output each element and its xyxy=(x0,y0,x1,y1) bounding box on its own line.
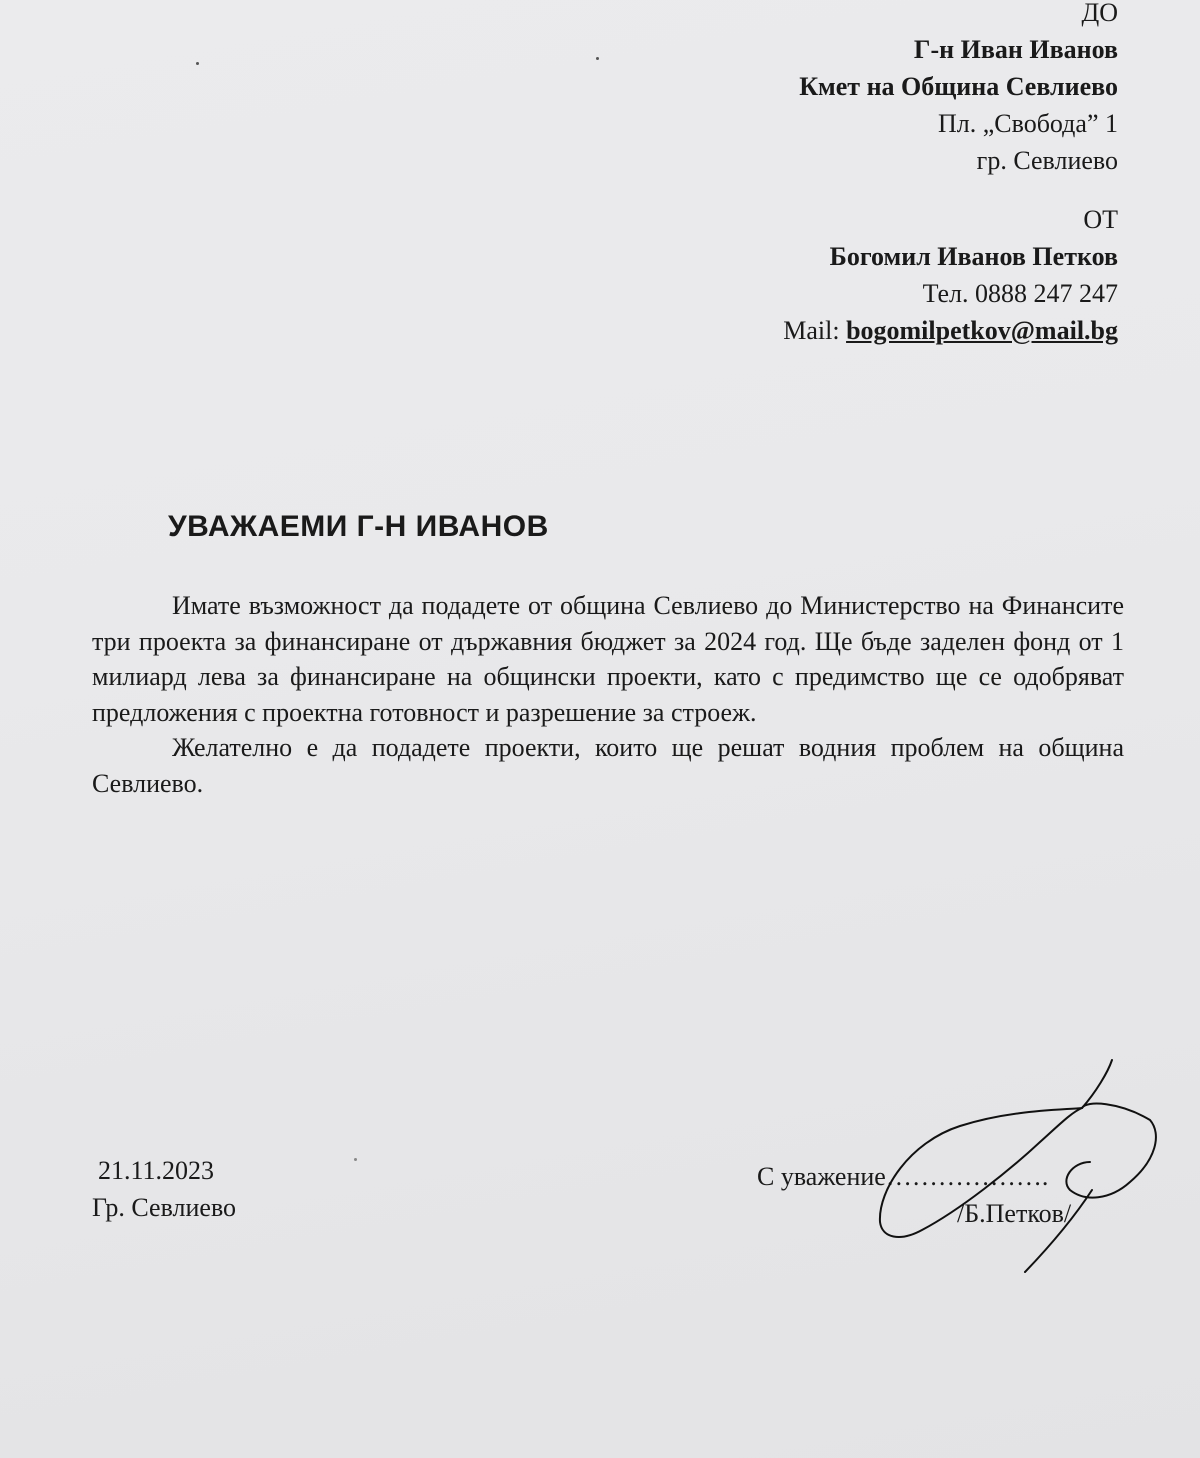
signature-stroke xyxy=(1082,1060,1112,1108)
closing-text: С уважение………………. xyxy=(757,1162,1049,1191)
sender-email-line xyxy=(783,312,1118,349)
sender-email-label: Mail: xyxy=(783,316,847,345)
sender-block xyxy=(783,201,1118,349)
sender-label: ОТ xyxy=(1083,205,1118,234)
signature-block xyxy=(757,1158,1071,1232)
recipient-name: Г-н Иван Иванов xyxy=(913,35,1118,64)
paper-speck xyxy=(354,1158,357,1161)
recipient-block xyxy=(799,0,1118,179)
sender-phone: Тел. 0888 247 247 xyxy=(922,279,1118,308)
signatory-name: /Б.Петков/ xyxy=(957,1199,1072,1228)
signature-stroke xyxy=(1066,1104,1156,1198)
sender-name: Богомил Иванов Петков xyxy=(829,242,1118,271)
recipient-address: Пл. „Свобода” 1 xyxy=(937,109,1118,138)
date-place-block xyxy=(92,1152,236,1226)
recipient-city: гр. Севлиево xyxy=(976,146,1118,175)
letter-date: 21.11.2023 xyxy=(98,1156,215,1185)
recipient-position: Кмет на Община Севлиево xyxy=(799,72,1118,101)
paper-speck xyxy=(196,62,199,65)
sender-email-link[interactable]: bogomilpetkov@mail.bg xyxy=(846,316,1118,345)
body-paragraph-2: Желателно е да подадете проекти, които ще решат водния проблем на община Севлиево. xyxy=(92,733,1124,798)
letter-body xyxy=(92,588,1124,801)
salutation-heading: УВАЖАЕМИ Г-Н ИВАНОВ xyxy=(168,510,549,543)
recipient-label: ДО xyxy=(1081,0,1118,27)
letter-place: Гр. Севлиево xyxy=(92,1193,237,1222)
body-paragraph-1: Имате възможност да подадете от община Севлиево до Министерство на Финансите три проекта за финансиране от държавния бюджет за 2024 год. Ще бъде заделен фонд от 1 милиард лева за финансиране на общински проекти, като с предимство ще се одобряват предложения с проектна готовност и разрешение за строеж. xyxy=(92,591,1124,727)
paper-speck xyxy=(596,57,599,60)
